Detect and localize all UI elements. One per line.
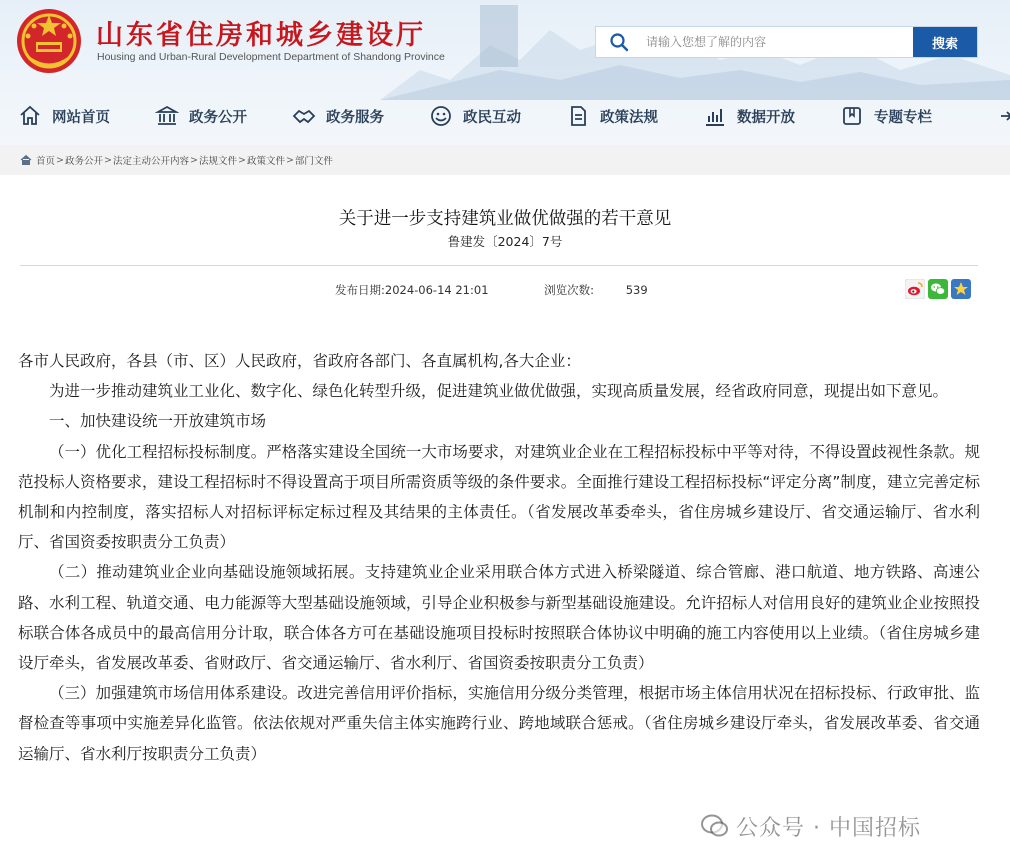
- nav-item-label: 数据开放: [737, 109, 795, 126]
- handshake-icon: [292, 104, 316, 128]
- breadcrumb-home-icon: [20, 154, 32, 166]
- site-title: 山东省住房和城乡建设厅: [96, 20, 426, 51]
- nav-item-open-data[interactable]: [703, 100, 795, 132]
- section-heading: 一、加快建设统一开放建筑市场: [49, 412, 267, 431]
- bar-chart-icon: [703, 104, 727, 128]
- wechat-icon[interactable]: [928, 279, 948, 299]
- wechat-official-account-icon: [700, 813, 730, 839]
- nav-item-label: 政民互动: [463, 109, 521, 126]
- intro-paragraph: 为进一步推动建筑业工业化、数字化、绿色化转型升级，促进建筑业做优做强，实现高质量发展，经省政府同意，现提出如下意见。: [49, 382, 949, 401]
- breadcrumb: 首页 > 政务公开 > 法定主动公开内容 > 法规文件 > 政策文件 > 部门文件: [0, 145, 1010, 175]
- nav-item-public-interaction[interactable]: [429, 100, 521, 132]
- national-emblem-icon: [14, 6, 84, 76]
- publish-date-label: 发布日期:: [335, 283, 385, 297]
- home-icon: [18, 104, 42, 128]
- breadcrumb-department-documents[interactable]: 部门文件: [294, 156, 333, 167]
- nav-item-open-government[interactable]: [155, 100, 247, 132]
- nav-item-government-services[interactable]: [292, 100, 384, 132]
- article-meta: [335, 282, 648, 298]
- building-icon: [155, 104, 179, 128]
- divider: [20, 265, 978, 266]
- site-header: [0, 0, 1010, 145]
- search-input[interactable]: [642, 27, 913, 57]
- breadcrumb-statutory-content[interactable]: 法定主动公开内容: [112, 156, 189, 167]
- share-bar: [905, 279, 971, 299]
- breadcrumb-open-government[interactable]: 政务公开: [64, 156, 103, 167]
- nav-more-icon[interactable]: [998, 106, 1010, 126]
- nav-item-label: 政务公开: [189, 109, 247, 126]
- article-title: 关于进一步支持建筑业做优做强的若干意见: [338, 209, 672, 229]
- weibo-icon[interactable]: [905, 279, 925, 299]
- watermark: [700, 808, 921, 844]
- interaction-icon: [429, 104, 453, 128]
- views-count: 539: [625, 283, 648, 297]
- breadcrumb-home[interactable]: 首页: [36, 156, 56, 167]
- nav-item-label: 专题专栏: [874, 109, 932, 126]
- views-label: 浏览次数:: [544, 283, 595, 297]
- bookmark-icon: [840, 104, 864, 128]
- nav-item-label: 网站首页: [52, 109, 110, 126]
- item-paragraph-2: （二）推动建筑业企业向基础设施领域拓展。支持建筑业企业采用联合体方式进入桥梁隧道、综合管廊、港口航道、地方铁路、高速公路、水利工程、轨道交通、电力能源等大型基础设施领域，引导企业积极参与新型基础设施建设。允许招标人对信用良好的建筑业企业按照投标联合体各成员中的最高信用分计取，联合体各方可在基础设施项目投标时按照联合体协议中明确的施工内容使用以上业绩。（省住房城乡建设厅牵头，省发展改革委、省财政厅、省交通运输厅、省水利厅、省国资委按职责分工负责）: [18, 563, 980, 673]
- article-body: [18, 346, 980, 769]
- search-icon[interactable]: [596, 27, 642, 57]
- breadcrumb-policy-documents[interactable]: 政策文件: [246, 156, 285, 167]
- search-button[interactable]: 搜索: [913, 27, 977, 57]
- salutation-paragraph: 各市人民政府，各县（市、区）人民政府，省政府各部门、各直属机构,各大企业：: [18, 352, 581, 370]
- search-box: [595, 26, 978, 58]
- site-subtitle: Housing and Urban-Rural Development Department of Shandong Province: [97, 51, 445, 63]
- document-icon: [566, 104, 590, 128]
- item-paragraph-1: （一）优化工程招标投标制度。严格落实建设全国统一大市场要求，对建筑业企业在工程招标投标中平等对待，不得设置歧视性条款。规范投标人资格要求，建设工程招标时不得设置高于项目所需资质等级的条件要求。全面推行建设工程招标投标“评定分离”制度，建立完善定标机制和内控制度，落实招标人对招标评标定标过程及其结果的主体责任。（省发展改革委牵头，省住房城乡建设厅、省交通运输厅、省水利厅、省国资委按职责分工负责）: [18, 442, 980, 552]
- main-nav: [0, 100, 1010, 132]
- watermark-text: 公众号 · 中国招标: [736, 815, 921, 841]
- nav-item-label: 政策法规: [600, 109, 658, 126]
- nav-item-home[interactable]: [18, 100, 110, 132]
- item-paragraph-3: （三）加强建筑市场信用体系建设。改进完善信用评价指标，实施信用分级分类管理，根据市场主体信用状况在招标投标、行政审批、监督检查等事项中实施差异化监管。依法依规对严重失信主体实施跨行业、跨地域联合惩戒。（省住房城乡建设厅牵头，省发展改革委、省交通运输厅、省水利厅按职责分工负责）: [18, 684, 980, 763]
- nav-item-special-topics[interactable]: [840, 100, 932, 132]
- nav-item-policies[interactable]: [566, 100, 658, 132]
- breadcrumb-regulations[interactable]: 法规文件: [198, 156, 237, 167]
- document-number: 鲁建发〔2024〕7号: [447, 234, 563, 249]
- publish-date: 2024-06-14 21:01: [384, 283, 489, 297]
- favorite-icon[interactable]: [951, 279, 971, 299]
- nav-item-label: 政务服务: [326, 109, 384, 126]
